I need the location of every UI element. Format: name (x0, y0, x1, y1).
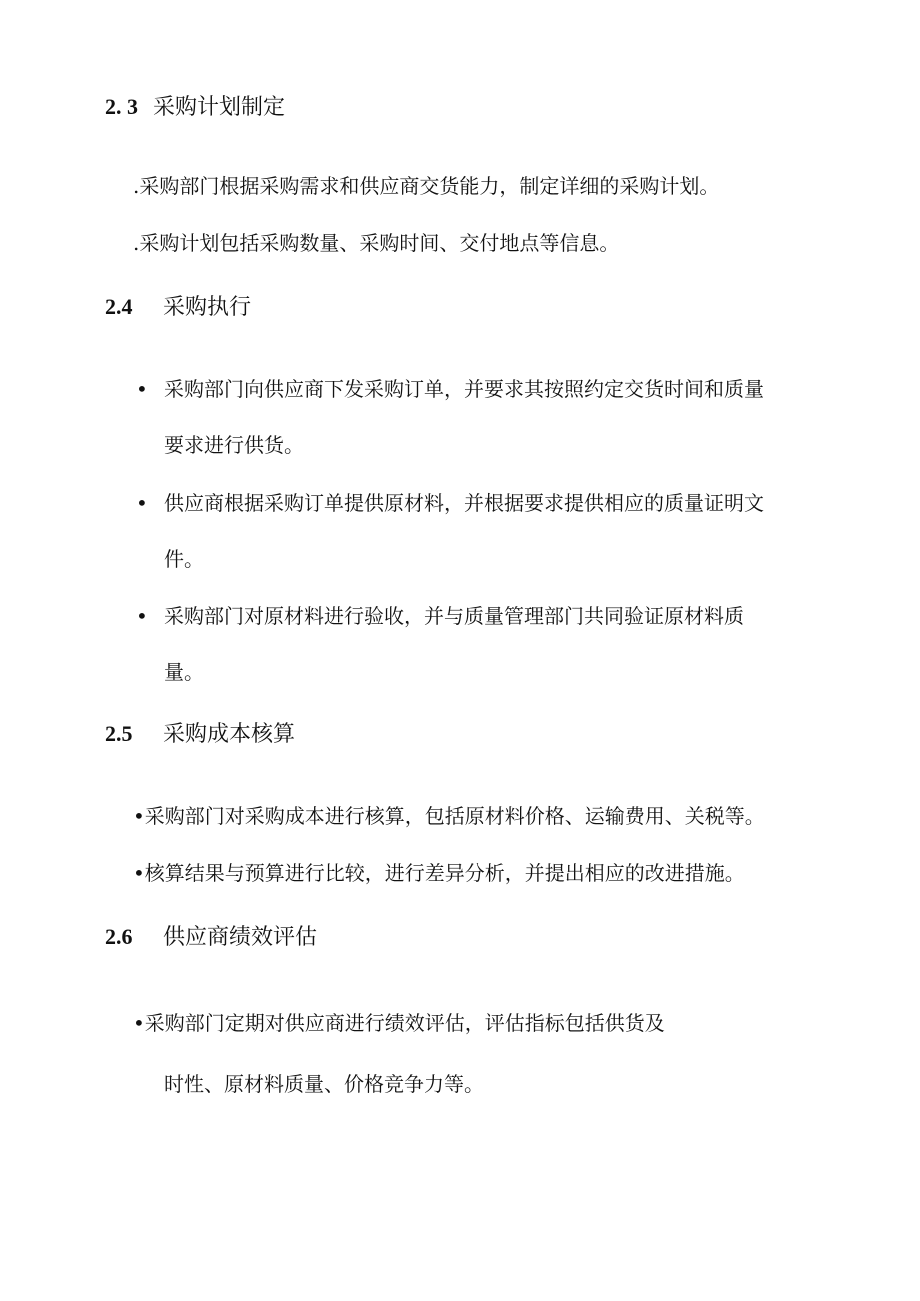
list-item-line: 采购部门对原材料进行验收，并与质量管理部门共同验证原材料质 (164, 604, 744, 628)
list-item-line: •核算结果与预算进行比较，进行差异分析，并提出相应的改进措施。 (133, 861, 745, 885)
list-item-line: 采购部门向供应商下发采购订单，并要求其按照约定交货时间和质量 (164, 377, 764, 401)
section-number: 2.6 (105, 924, 133, 949)
section-title: 采购计划制定 (153, 95, 286, 120)
bullet-icon: • (136, 377, 148, 401)
list-item-line: 时性、原材料质量、价格竞争力等。 (164, 1072, 484, 1096)
list-item-line: 要求进行供货。 (164, 433, 304, 457)
list-item-line: •采购部门对采购成本进行核算，包括原材料价格、运输费用、关税等。 (133, 804, 765, 828)
list-item-line: 量。 (164, 660, 204, 684)
section-heading-2-5 (105, 719, 295, 750)
bullet-icon: • (136, 491, 148, 515)
section-heading-2-6 (105, 922, 317, 953)
section-title: 供应商绩效评估 (163, 925, 318, 950)
section-number: 2.4 (105, 294, 133, 319)
section-heading-2-3 (105, 92, 285, 123)
section-heading-2-4 (105, 292, 251, 323)
section-title: 采购成本核算 (163, 722, 296, 747)
bullet-icon: • (136, 604, 148, 628)
section-number: 2.5 (105, 721, 133, 746)
list-item-line: 件。 (164, 547, 204, 571)
section-number: 2. 3 (105, 94, 138, 119)
section-title: 采购执行 (163, 295, 252, 320)
paragraph-line: .采购计划包括采购数量、采购时间、交付地点等信息。 (133, 231, 620, 255)
paragraph-line: .采购部门根据采购需求和供应商交货能力，制定详细的采购计划。 (133, 174, 720, 198)
list-item-line: •采购部门定期对供应商进行绩效评估，评估指标包括供货及 (133, 1011, 665, 1035)
list-item-line: 供应商根据采购订单提供原材料，并根据要求提供相应的质量证明文 (164, 491, 764, 515)
